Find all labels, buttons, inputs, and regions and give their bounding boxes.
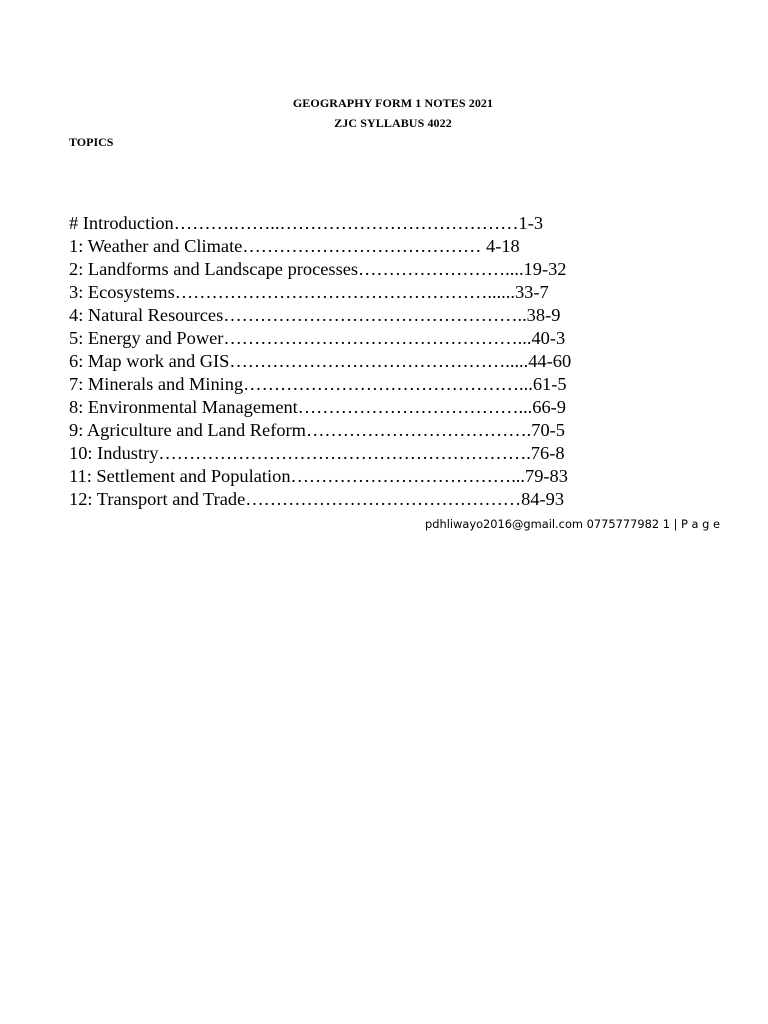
toc-entry: 8: Environmental Management………………………………...66-9: [69, 397, 566, 417]
toc-entry: 1: Weather and Climate………………………………… 4-18: [69, 236, 520, 256]
page-footer: pdhliwayo2016@gmail.com 0775777982 1 | P a g e: [425, 517, 720, 531]
toc-entry: 7: Minerals and Mining………………………………………...61-5: [69, 374, 567, 394]
document-subtitle: ZJC SYLLABUS 4022: [334, 116, 452, 130]
toc-entry: 11: Settlement and Population………………………………...79-83: [69, 466, 568, 486]
toc-entry: 2: Landforms and Landscape processes……………………....19-32: [69, 259, 567, 279]
toc-entry: 9: Agriculture and Land Reform……………………………….70-5: [69, 420, 565, 440]
toc-entry: 10: Industry…………………………………………………….76-8: [69, 443, 565, 463]
table-of-contents: [69, 212, 629, 511]
topics-label: TOPICS: [69, 135, 114, 149]
document-title: GEOGRAPHY FORM 1 NOTES 2021: [292, 96, 494, 110]
toc-entry: 12: Transport and Trade………………………………………84-93: [69, 489, 565, 509]
toc-entry: 5: Energy and Power…………………………………………...40-3: [69, 328, 566, 348]
toc-entry: 6: Map work and GIS……………………………………….....44-60: [69, 351, 572, 371]
toc-entry: # Introduction……….……..…………………………………1-3: [69, 213, 544, 233]
toc-entry: 4: Natural Resources…………………………………………..38-9: [69, 305, 561, 325]
toc-entry: 3: Ecosystems……………………………………………......33-7: [69, 282, 549, 302]
